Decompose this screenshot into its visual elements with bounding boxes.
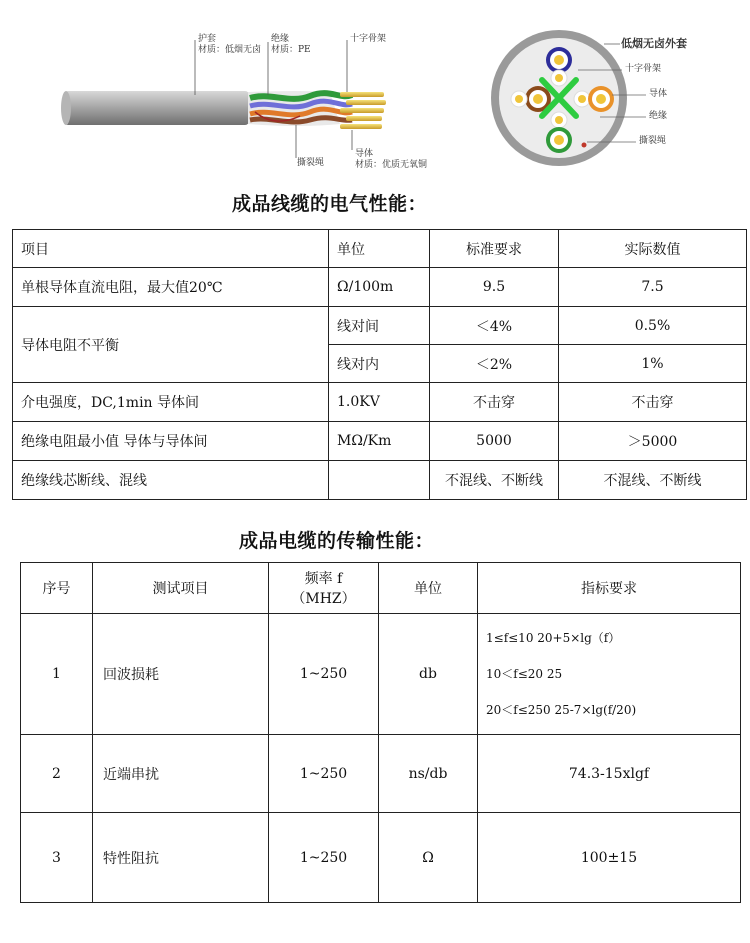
- cell-item: 绝缘线芯断线、混线: [13, 461, 329, 500]
- cell-test-item: 特性阻抗: [93, 813, 269, 903]
- header-requirement: 指标要求: [478, 563, 741, 614]
- table-header-row: [21, 563, 741, 614]
- cell-no: 2: [21, 735, 93, 813]
- label-conductor-material: 材质：优质无氧铜: [355, 160, 428, 170]
- cable-illustration: [0, 0, 750, 180]
- cell-actual: 不混线、不断线: [559, 461, 747, 500]
- cell-unit: Ω/100m: [329, 268, 430, 307]
- header-frequency: 频率 f（MHZ）: [269, 563, 379, 614]
- electrical-title: 成品线缆的电气性能：: [232, 193, 428, 215]
- transmission-table: [20, 562, 741, 903]
- cell-actual: ＞5000: [559, 422, 747, 461]
- label-insulation-material: 材质：PE: [271, 45, 311, 55]
- cell-standard: 不击穿: [430, 383, 559, 422]
- cell-test-item: 回波损耗: [93, 614, 269, 735]
- cell-actual: 1%: [559, 345, 747, 383]
- cell-frequency: 1~250: [269, 813, 379, 903]
- cell-test-item: 近端串扰: [93, 735, 269, 813]
- header-test-item: 测试项目: [93, 563, 269, 614]
- requirement-line: 1≤f≤10 20+5×lg（f）: [486, 631, 621, 645]
- cell-actual: 0.5%: [559, 307, 747, 345]
- requirement-line: 20＜f≤250 25-7×lg(f/20): [486, 703, 637, 717]
- label-cs-insulation: 绝缘: [649, 111, 668, 121]
- cell-actual: 7.5: [559, 268, 747, 307]
- label-cs-conductor: 导体: [649, 89, 668, 99]
- cell-item: 单根导体直流电阻，最大值20℃: [13, 268, 329, 307]
- table-row: [21, 813, 741, 903]
- cell-standard: 5000: [430, 422, 559, 461]
- table-row: [13, 422, 747, 461]
- table-row: [21, 735, 741, 813]
- cell-item: 介电强度，DC,1min 导体间: [13, 383, 329, 422]
- cell-actual: 不击穿: [559, 383, 747, 422]
- cell-standard: ＜2%: [430, 345, 559, 383]
- cell-frequency: 1~250: [269, 735, 379, 813]
- label-rip-cord: 撕裂绳: [297, 158, 325, 168]
- label-cs-cross-frame: 十字骨架: [625, 64, 662, 74]
- cell-requirement: 74.3-15xlgf: [478, 735, 741, 813]
- label-cs-rip-cord: 撕裂绳: [639, 136, 667, 146]
- table-row: [13, 383, 747, 422]
- cell-no: 1: [21, 614, 93, 735]
- header-unit: 单位: [329, 230, 430, 268]
- header-item: 项目: [13, 230, 329, 268]
- cell-requirement: 100±15: [478, 813, 741, 903]
- cell-item: 绝缘电阻最小值 导体与导体间: [13, 422, 329, 461]
- table-row: [13, 461, 747, 500]
- cell-item: 导体电阻不平衡: [13, 307, 329, 383]
- cell-standard: 9.5: [430, 268, 559, 307]
- cell-unit: MΩ/Km: [329, 422, 430, 461]
- cell-frequency: 1~250: [269, 614, 379, 735]
- cell-unit: ns/db: [379, 735, 478, 813]
- header-actual: 实际数值: [559, 230, 747, 268]
- label-jacket-material: 材质：低烟无卤: [198, 45, 262, 55]
- electrical-table: [12, 229, 747, 500]
- table-row: [21, 614, 741, 735]
- cell-standard: ＜4%: [430, 307, 559, 345]
- cable-cross-section: [491, 30, 646, 166]
- label-insulation: 绝缘: [271, 34, 290, 44]
- header-unit: 单位: [379, 563, 478, 614]
- table-row: [13, 307, 747, 345]
- table-row: [13, 268, 747, 307]
- header-no: 序号: [21, 563, 93, 614]
- requirement-line: 10＜f≤20 25: [486, 667, 563, 681]
- cell-unit: db: [379, 614, 478, 735]
- label-jacket: 护套: [198, 34, 217, 44]
- cell-unit: [329, 461, 430, 500]
- label-cross-frame: 十字骨架: [350, 34, 387, 44]
- cell-subitem: 线对内: [329, 345, 430, 383]
- label-outer-sheath: 低烟无卤外套: [621, 37, 687, 50]
- transmission-title: 成品电缆的传输性能：: [239, 530, 435, 552]
- cell-requirement: [478, 614, 741, 735]
- cell-no: 3: [21, 813, 93, 903]
- cable-diagram: [0, 0, 750, 180]
- label-conductor: 导体: [355, 149, 374, 159]
- header-standard: 标准要求: [430, 230, 559, 268]
- cable-side-view: [61, 40, 386, 158]
- cell-standard: 不混线、不断线: [430, 461, 559, 500]
- cell-subitem: 线对间: [329, 307, 430, 345]
- cell-unit: 1.0KV: [329, 383, 430, 422]
- cell-unit: Ω: [379, 813, 478, 903]
- table-header-row: [13, 230, 747, 268]
